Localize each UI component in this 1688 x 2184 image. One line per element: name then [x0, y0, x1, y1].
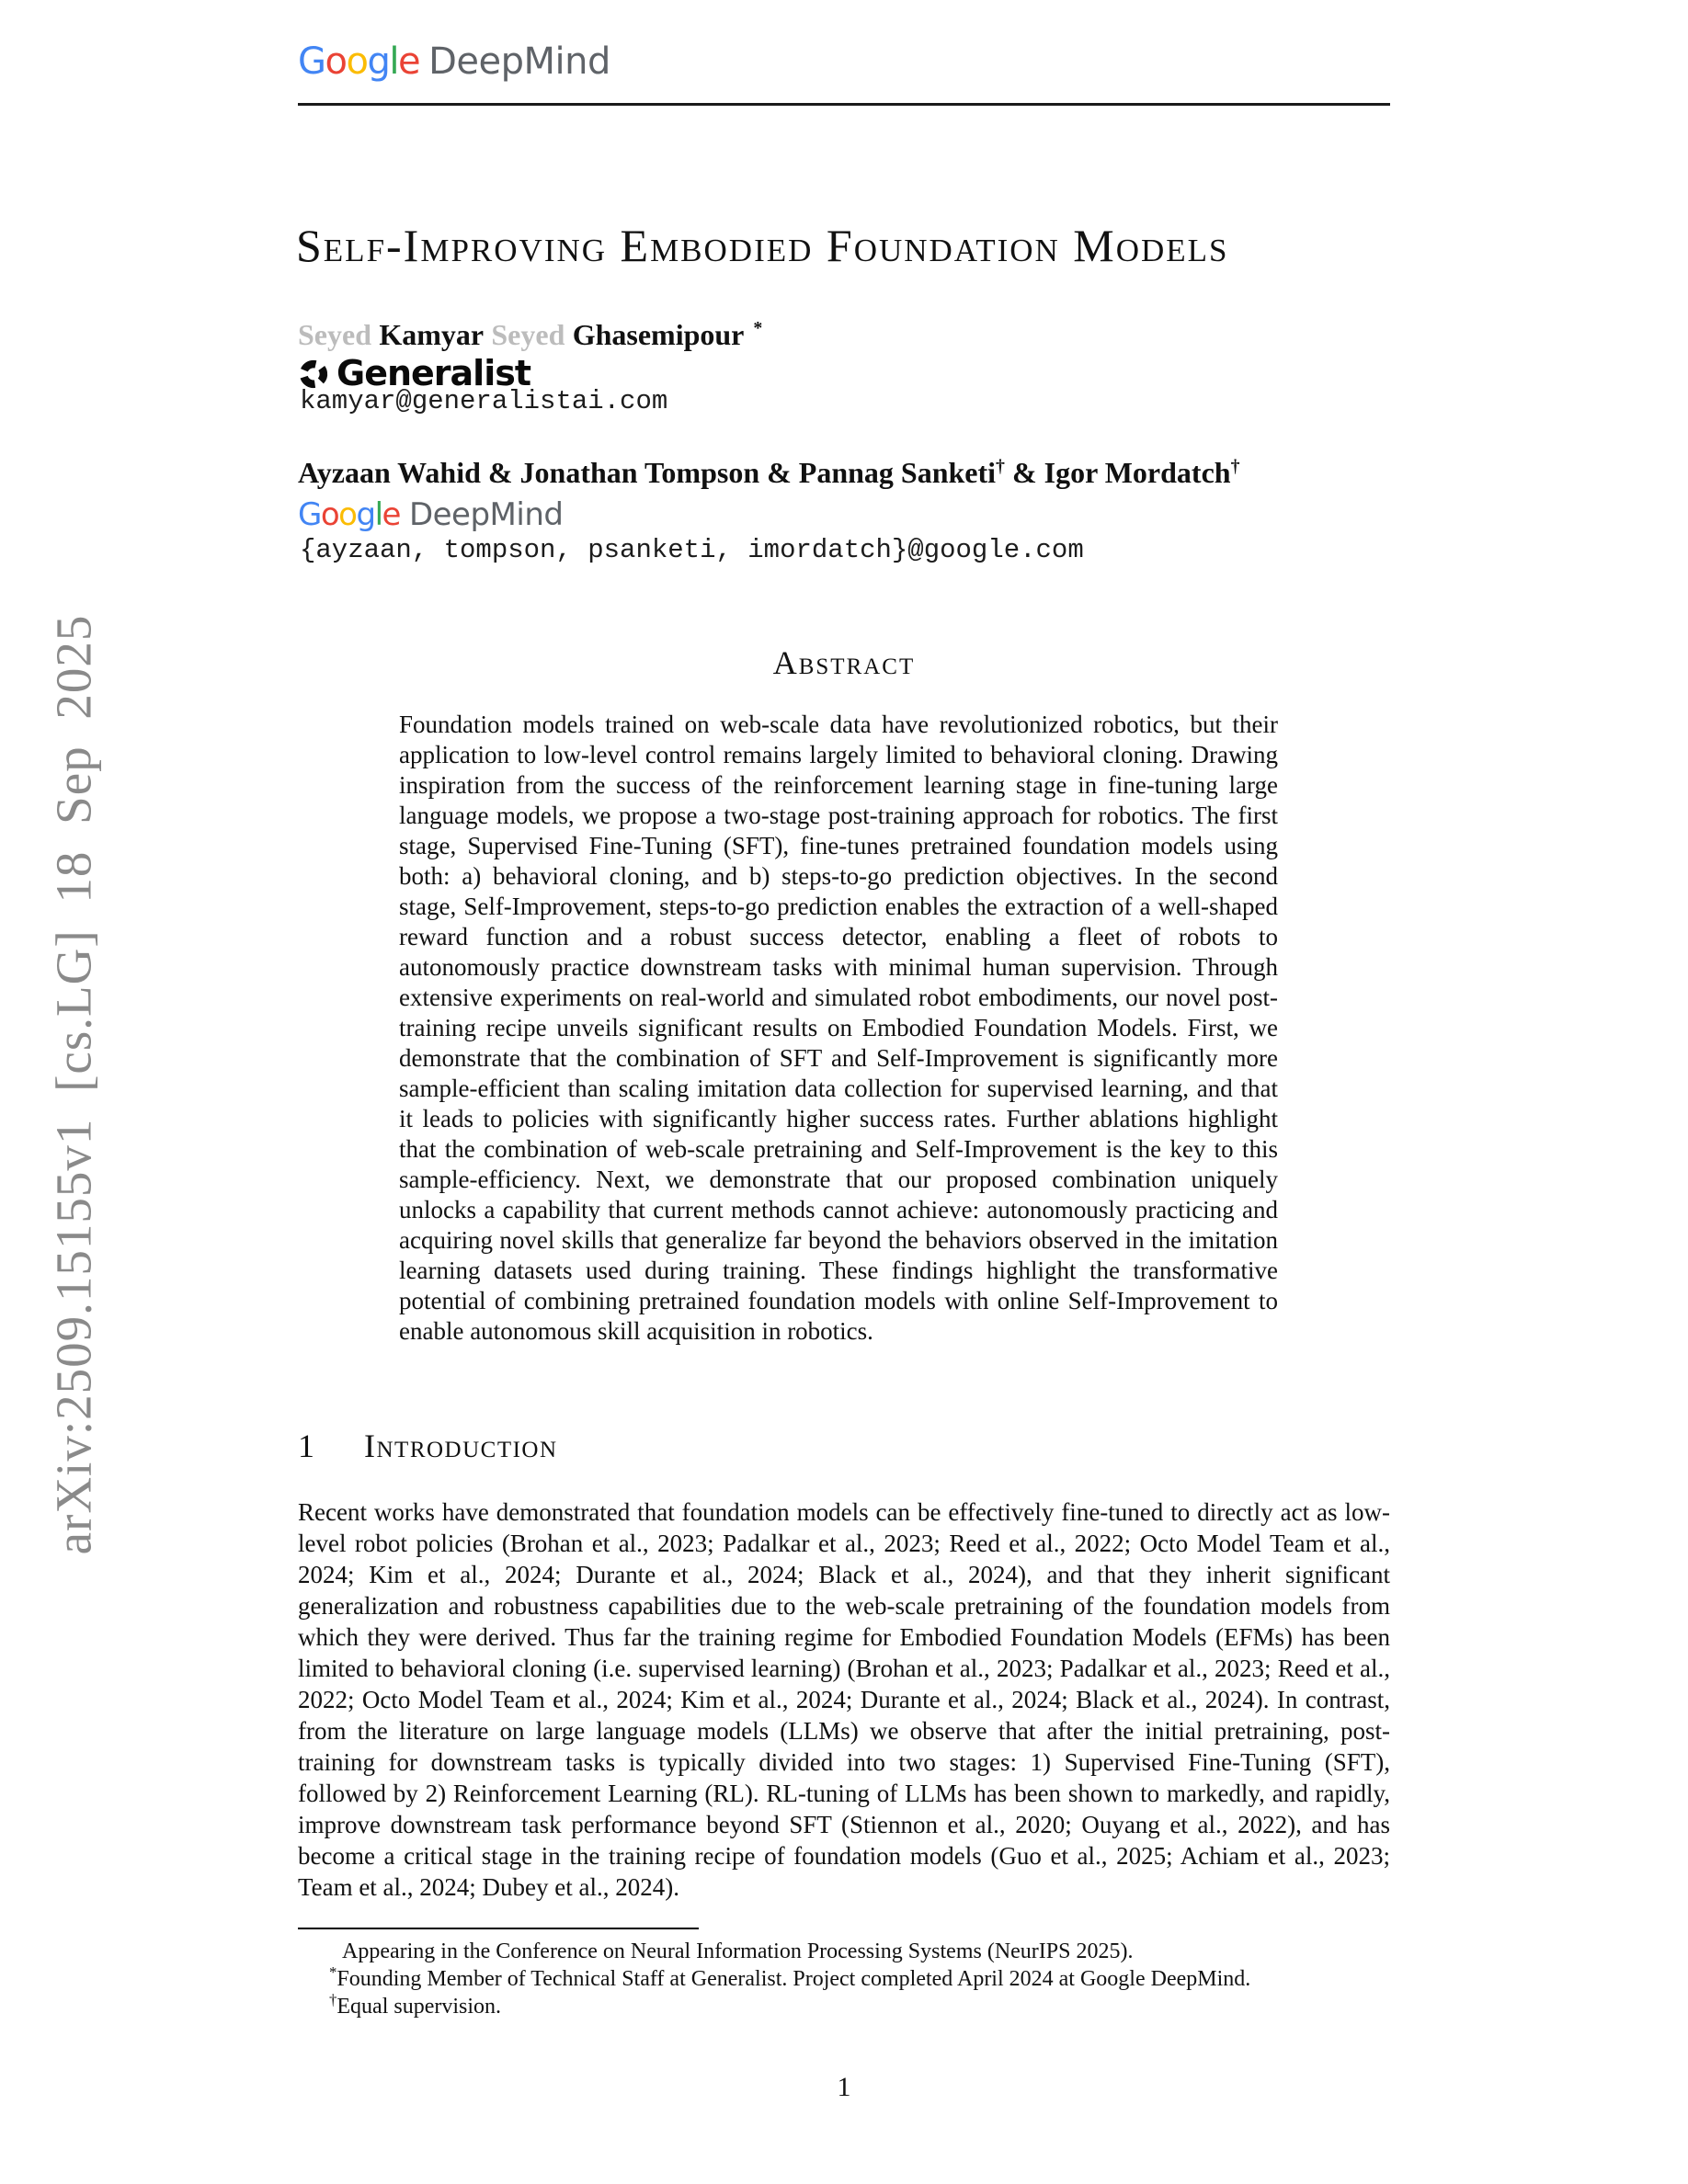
footnote-star — [298, 1965, 1401, 1993]
google-letter: G — [298, 40, 325, 83]
author-name-prefix: Seyed — [491, 318, 565, 351]
google-letter: e — [397, 40, 420, 83]
footnote-dagger-marker: † — [329, 1991, 337, 2008]
abstract-heading: Abstract — [772, 644, 916, 681]
author-names: Ayzaan Wahid & Jonathan Tompson & Pannag Sanketi — [298, 456, 997, 489]
deepmind-wordmark: DeepMind — [428, 40, 610, 83]
abstract-text: Foundation models trained on web-scale data have revolutionized robotics, but their application to low-level control remains largely limited to behavioral cloning. Drawing inspiration from the success of the reinforcement learning stage in fine-tuning large language models, we propose a two-stage post-training approach for robotics. The first stage, Supervised Fine-Tuning (SFT), fine-tunes pretrained foundation models using both: a) behavioral cloning, and b) steps-to-go prediction objectives. In the second stage, Self-Improvement, steps-to-go prediction enables the extraction of a well-shaped reward function and a robust success detector, enabling a fleet of robots to autonomously practice downstream tasks with minimal human supervision. Through extensive experiments on real-world and simulated robot embodiments, our novel post-training recipe unveils significant results on Embodied Foundation Models. First, we demonstrate that the combination of SFT and Self-Improvement is significantly more sample-efficient than scaling imitation data collection for supervised learning, and that it leads to policies with significantly higher success rates. Further ablations highlight that the combination of web-scale pretraining and Self-Improvement is the key to this sample-efficiency. Next, we demonstrate that our proposed combination uniquely unlocks a capability that current methods cannot achieve: autonomously practicing and acquiring novel skills that generalize far beyond the behaviors observed in the imitation learning datasets used during training. These findings highlight the transformative potential of combining pretrained foundation models with online Self-Improvement to enable autonomous skill acquisition in robotics. — [399, 711, 1278, 1345]
author-email-second: {ayzaan, tompson, psanketi, imordatch}@google.com — [300, 535, 1084, 565]
author-names: & Igor Mordatch — [1011, 456, 1231, 489]
footnote-dagger-marker: † — [1230, 456, 1240, 477]
google-letter: G — [298, 496, 321, 533]
google-letter: o — [338, 496, 357, 533]
footnote-rule — [298, 1928, 699, 1929]
section-heading-introduction — [298, 1427, 558, 1465]
section-number: 1 — [298, 1428, 314, 1464]
header-rule — [298, 103, 1390, 106]
page-title: Self-Improving Embodied Foundation Models — [296, 220, 1229, 271]
author-name: Kamyar — [379, 318, 485, 351]
footnote-star-marker: * — [753, 318, 763, 339]
page-number: 1 — [837, 2072, 851, 2102]
generalist-logo-icon — [298, 358, 329, 389]
google-letter: l — [374, 496, 382, 533]
footnotes — [298, 1938, 1401, 2020]
arxiv-watermark: arXiv:2509.15155v1 [cs.LG] 18 Sep 2025 — [45, 614, 102, 1555]
author-name: Ghasemipour — [572, 318, 745, 351]
section-label: Introduction — [364, 1428, 558, 1464]
google-wordmark — [298, 496, 400, 533]
google-wordmark — [298, 40, 419, 83]
footnote-dagger — [298, 1993, 1401, 2020]
google-deepmind-affiliation-logo — [298, 496, 563, 533]
deepmind-wordmark: DeepMind — [408, 496, 564, 533]
footnote-star-marker: * — [329, 1963, 337, 1981]
author-line-first — [298, 318, 762, 351]
google-letter: o — [346, 40, 368, 83]
google-letter: o — [320, 496, 339, 533]
author-email-first: kamyar@generalistai.com — [300, 386, 668, 416]
google-letter: g — [367, 40, 390, 83]
footnote-star-text: Founding Member of Technical Staff at Generalist. Project completed April 2024 at Google DeepMind. — [336, 1967, 1251, 1991]
introduction-text: Recent works have demonstrated that foundation models can be effectively fine-tuned to directly act as low-level robot policies (Brohan et al., 2023; Padalkar et al., 2023; Reed et al., 2022; Octo Model Team et al., 2024; Kim et al., 2024; Durante et al., 2024; Black et al., 2024), and that they inherit significant generalization and robustness capabilities due to the web-scale pretraining of the foundation models from which they were derived. Thus far the training regime for Embodied Foundation Models (EFMs) has been limited to behavioral cloning (i.e. supervised learning) (Brohan et al., 2023; Padalkar et al., 2023; Reed et al., 2022; Octo Model Team et al., 2024; Kim et al., 2024; Durante et al., 2024; Black et al., 2024). In contrast, from the literature on large language models (LLMs) we observe that after the initial pretraining, post-training for downstream tasks is typically divided into two stages: 1) Supervised Fine-Tuning (SFT), followed by 2) Reinforcement Learning (RL). RL-tuning of LLMs has been shown to markedly, and rapidly, improve downstream task performance beyond SFT (Stiennon et al., 2020; Ouyang et al., 2022), and has become a critical stage in the training recipe of foundation models (Guo et al., 2025; Achiam et al., 2023; Team et al., 2024; Dubey et al., 2024). — [298, 1498, 1390, 1901]
generalist-wordmark: Generalist — [336, 353, 531, 393]
author-name-prefix: Seyed — [298, 318, 371, 351]
google-letter: e — [382, 496, 400, 533]
google-letter: o — [325, 40, 347, 83]
google-letter: g — [356, 496, 375, 533]
footnote-dagger-text: Equal supervision. — [336, 1995, 502, 2019]
google-deepmind-logo — [298, 40, 610, 83]
google-letter: l — [389, 40, 398, 83]
footnote-dagger-marker: † — [996, 456, 1005, 477]
author-line-second — [298, 456, 1239, 489]
footnote-conference: Appearing in the Conference on Neural Information Processing Systems (NeurIPS 2025). — [342, 1939, 1134, 1963]
